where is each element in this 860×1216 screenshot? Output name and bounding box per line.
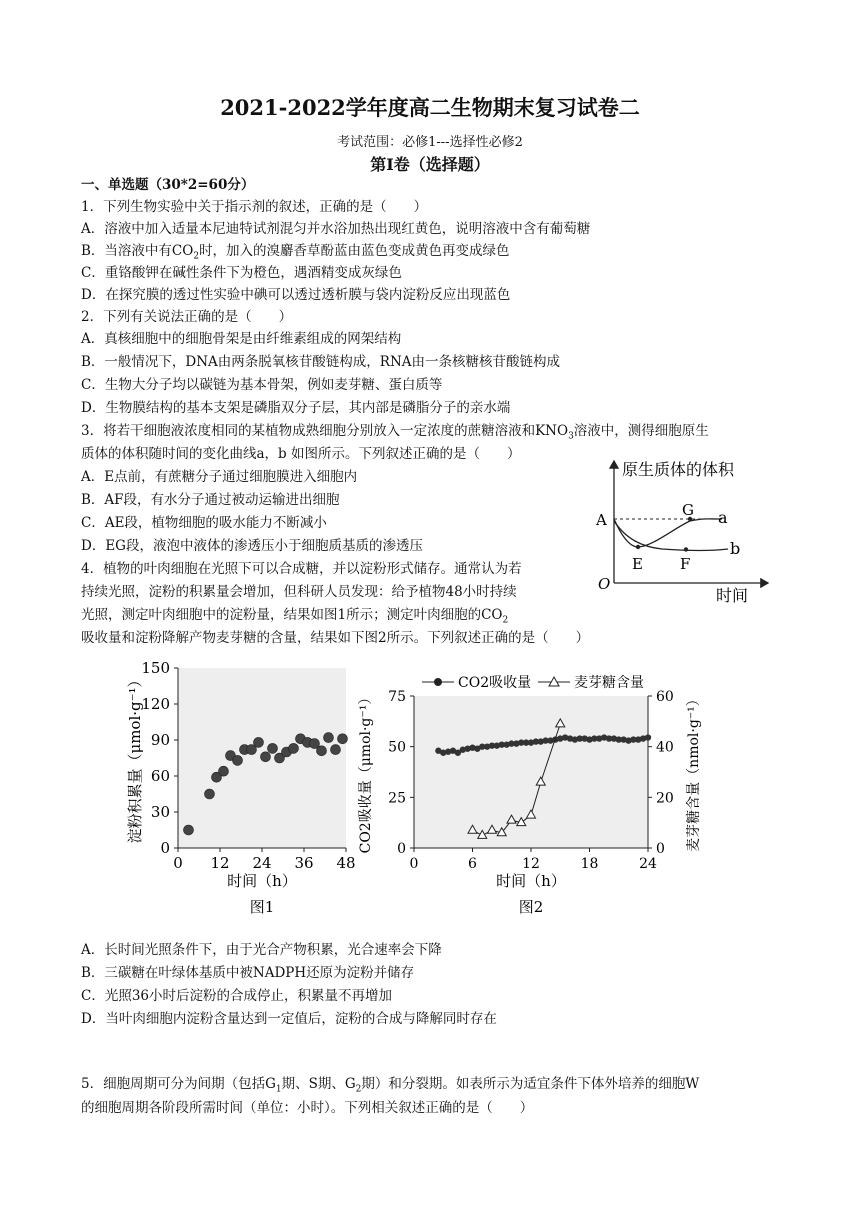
q4-option-d: D．当叶肉细胞内淀粉含量达到一定值后，淀粉的合成与降解同时存在 [81,1011,497,1027]
fig1-y-tick-label: 30 [150,803,170,821]
fig1-data-point [254,737,264,747]
paper-title: 2021-2022学年度高二生物期末复习试卷二 [220,95,640,120]
legend-co2-marker [434,678,442,686]
exam-scope: 考试范围：必修1---选择性必修2 [337,135,523,150]
q5-stem-line1: 5．细胞周期可分为间期（包括$G_1$期、S期、$G_2$期）和分裂期。如表所示为适宜条件下体外培养的细胞W [81,1076,700,1095]
fig1-y-tick-label: 150 [141,659,170,677]
fig2-left-tick-label: 0 [397,841,406,857]
fig1-data-point [219,766,229,776]
fig2-left-tick-label: 50 [388,739,406,756]
q2-option-d: D．生物膜结构的基本支架是磷脂双分子层，其内部是磷脂分子的亲水端 [81,400,511,416]
fig2-right-tick-label: 0 [656,841,665,857]
fig2-x-tick-label: 6 [468,856,477,872]
q3-option-b: B．AF段，有水分子通过被动运输进出细胞 [81,492,340,508]
fig2-co2-point [645,734,651,740]
q3-point-f-label: F [680,555,691,573]
q4-option-b: B．三碳糖在叶绿体基质中被NADPH还原为淀粉并储存 [81,965,415,981]
section-heading: 一、单选题（30*2=60分） [81,177,255,193]
q3-point-f [684,547,688,551]
q3-origin-label: O [598,575,611,593]
q2-option-b: B．一般情况下，DNA由两条脱氧核苷酸链构成，RNA由一条核糖核苷酸链构成 [81,354,561,370]
fig2-legend [422,674,644,691]
q3-y-label: 原生质体的体积 [622,460,735,479]
fig1-data-point [268,743,278,753]
q4-option-c: C．光照36小时后淀粉的合成停止，积累量不再增加 [81,988,393,1004]
fig2-caption: 图2 [518,898,544,916]
fig2-right-y-label: 麦芽糖含量（nmol·g⁻¹） [686,692,702,852]
q3-curve-b [614,521,728,551]
fig1-y-tick-label: 90 [150,731,170,749]
q4-stem-line3: 光照，测定叶肉细胞中的淀粉量，结果如图1所示；测定叶肉细胞的$CO_2$ [81,607,509,626]
fig1-data-point [233,755,243,765]
fig1-y-label: 淀粉积累量（μmol·g⁻¹） [126,672,144,844]
fig2-right-tick-label: 40 [656,739,674,756]
q2-stem: 2．下列有关说法正确的是（ ） [81,309,293,325]
fig1-y-tick-label: 120 [141,695,170,713]
fig1-y-tick-label: 60 [150,767,170,785]
q1-stem: 1．下列生物实验中关于指示剂的叙述，正确的是（ ） [81,199,428,215]
fig2-plot-area [414,696,648,848]
q3-curve-a-label: a [718,508,728,527]
fig1-data-point [324,733,334,743]
fig1-data-point [184,825,194,835]
q3-volume-figure [592,455,774,605]
q2-option-a: A．真核细胞中的细胞骨架是由纤维素组成的网架结构 [81,331,402,347]
q5-stem-line2: 的细胞周期各阶段所需时间（单位：小时）。下列相关叙述正确的是（ ） [81,1100,534,1116]
q1-option-d: D．在探究膜的透过性实验中碘可以透过透析膜与袋内淀粉反应出现蓝色 [81,287,511,303]
fig1-x-tick-label: 36 [294,854,314,872]
q3-option-c: C．AE段，植物细胞的吸水能力不断减小 [81,515,327,531]
fig2-x-label: 时间（h） [496,872,566,890]
fig2-right-tick-label: 60 [656,689,674,705]
fig2-left-tick-label: 25 [388,790,406,807]
q1-option-a: A．溶液中加入适量本尼迪特试剂混匀并水浴加热出现红黄色，说明溶液中含有葡萄糖 [81,221,591,237]
q4-stem-line4: 吸收量和淀粉降解产物麦芽糖的含量，结果如下图2所示。下列叙述正确的是（ ） [81,630,590,646]
q4-stem-line2: 持续光照，淀粉的积累量会增加，但科研人员发现：给予植物48小时持续 [81,584,517,600]
fig1-caption: 图1 [249,898,275,916]
q3-curve-a [614,519,722,547]
fig2-left-tick-label: 75 [388,689,406,705]
fig1-data-point [317,746,327,756]
figure-2-co2-maltose-chart [352,660,718,920]
fig1-x-tick-label: 48 [336,854,356,872]
q3-point-a-label: A [596,511,607,529]
q3-point-e [636,545,640,549]
fig1-x-tick-label: 0 [173,854,183,872]
q4-option-a: A．长时间光照条件下，由于光合产物积累，光合速率会下降 [81,942,442,958]
q3-option-d: D．EG段，液泡中液体的渗透压小于细胞质基质的渗透压 [81,538,423,554]
fig2-x-tick-label: 12 [522,856,540,872]
q1-option-c: C．重铬酸钾在碱性条件下为橙色，遇酒精变成灰绿色 [81,265,402,281]
fig1-data-point [289,743,299,753]
fig2-x-tick-label: 0 [409,856,419,872]
fig2-x-tick-label: 24 [639,856,657,872]
q3-x-label: 时间 [716,586,749,605]
fig1-x-label: 时间（h） [227,872,297,890]
figure-1-starch-chart [118,656,360,926]
fig1-y-tick-label: 0 [160,839,170,857]
q3-option-a: A．E点前，有蔗糖分子通过细胞膜进入细胞内 [81,469,358,485]
part-heading: 第Ⅰ卷（选择题） [370,155,490,174]
q3-stem-line1: 3．将若干细胞液浓度相同的某植物成熟细胞分别放入一定浓度的蔗糖溶液和$KNO_3$溶液中，测得细胞原生 [81,423,709,442]
fig1-data-point [205,789,215,799]
fig1-data-point [331,745,341,755]
fig1-x-tick-label: 12 [210,854,230,872]
q3-point-g-label: G [682,501,694,519]
q4-stem-line1: 4．植物的叶肉细胞在光照下可以合成糖，并以淀粉形式储存。通常认为若 [81,561,522,577]
fig1-x-tick-label: 24 [252,854,272,872]
legend-maltose-label: 麦芽糖含量 [574,675,644,691]
fig1-data-point [261,752,271,762]
q3-point-e-label: E [632,555,643,573]
fig2-x-tick-label: 18 [580,856,599,872]
q1-option-b: B．当溶液中有$CO_2$时，加入的溴麝香草酚蓝由蓝色变成黄色再变成绿色 [81,243,510,262]
fig2-left-y-label: CO2吸收量（μmol·g⁻¹） [358,690,374,854]
q3-curve-b-label: b [730,539,741,558]
q3-stem-line2: 质体的体积随时间的变化曲线a，b 如图所示。下列叙述正确的是（ ） [81,446,521,462]
legend-co2-label: CO2吸收量 [458,675,532,691]
fig2-right-tick-label: 20 [656,790,674,807]
q2-option-c: C．生物大分子均以碳链为基本骨架，例如麦芽糖、蛋白质等 [81,377,443,393]
fig1-data-point [338,734,348,744]
